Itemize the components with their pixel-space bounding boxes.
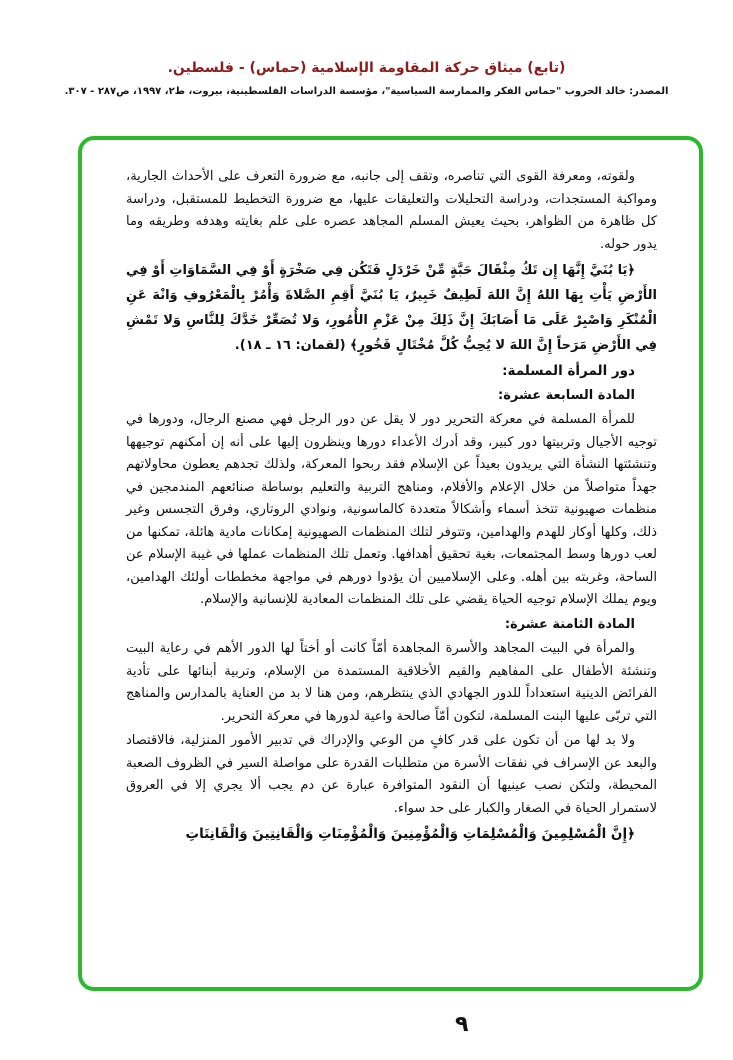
section-heading-women-role: دور المرأة المسلمة: [502, 363, 635, 379]
article-18-paragraph-1: والمرأة في البيت المجاهد والأسرة المجاهدة أمّاً كانت أو أختاً لها الدور الأهم في رعاية البيت وتنشئة الأطفال على المفاهيم والقيم الأخلاقية المستمدة من الإسلام، وتربية أبنائها على تأدية الفرائض الدينية استعداداً للدور الجهادي الذي ينتظرهم، ومن هنا لا بد من العناية بالمدارس والمناهج التي تربّى عليها البنت المسلمة، لتكون أمّاً صالحة واعية لدورها في معركة التحرير. [126, 641, 657, 724]
document-title: (تابع) ميثاق حركة المقاومة الإسلامية (حماس) - فلسطين. [167, 60, 566, 76]
content-green-frame [78, 136, 703, 991]
source-citation: المصدر: خالد الحروب "حماس الفكر والممارسة السياسية"، مؤسسة الدراسات الفلسطينية، بيروت، ط٢، ١٩٩٧، ص٢٨٧ - ٣٠٧. [64, 86, 669, 97]
document-body [126, 166, 657, 847]
article-18-heading: المادة الثامنة عشرة: [504, 616, 635, 632]
quran-verse-luqman: ﴿يَا بُنَيَّ إِنَّهَا إِن تَكُ مِثْقَالَ حَبَّةٍ مِّنْ خَرْدَلٍ فَتَكُن فِي صَخْرَةٍ أَوْ فِي السَّمَاوَاتِ أَوْ فِي الأَرْضِ يَأْتِ بِهَا اللهُ إِنَّ اللهَ لَطِيفٌ خَبِيرٌ، يَا بُنَيَّ أَقِمِ الصَّلاةَ وَأْمُرْ بِالْمَعْرُوفِ وَانْهَ عَنِ الْمُنْكَرِ وَاصْبِرْ عَلَى مَا أَصَابَكَ إِنَّ ذَلِكَ مِنْ عَزْمِ الأُمُورِ، وَلا تُصَعِّرْ خَدَّكَ لِلنَّاسِ وَلا تَمْشِ فِي الأَرْضِ مَرَحاً إِنَّ اللهَ لا يُحِبُّ كُلَّ مُخْتَالٍ فَخُورٍ﴾ (لقمان: ١٦ ـ ١٨). [126, 263, 657, 353]
page-header [0, 60, 733, 97]
quran-verse-muslimin: ﴿إِنَّ الْمُسْلِمِينَ وَالْمُسْلِمَاتِ وَالْمُؤْمِنِينَ وَالْمُؤْمِنَاتِ وَالْقَانِتِينَ وَالْقَانِتَاتِ [185, 826, 635, 842]
article-17-paragraph: للمرأة المسلمة في معركة التحرير دور لا يقل عن دور الرجل فهي مصنع الرجال، ودورها في توجيه الأجيال وتربيتها دور كبير، وقد أدرك الأعداء دورها وينظرون إليها على أنه إن أمكنهم توجيهها وتنشئتها النشأة التي يريدون بعيداً عن الإسلام فقد ربحوا المعركة، ولذلك تجدهم يعطون محاولاتهم جهداً متواصلاً من خلال الإعلام والأفلام، ومناهج التربية والتعليم بوساطة صنائعهم المندمجين في منظمات صهيونية تتخذ أسماء وأشكالاً متعددة كالماسونية، ونوادي الروتاري، وفرق التجسس وغير ذلك، وكلها أوكار للهدم والهدامين، وتتوفر لتلك المنظمات الصهيونية إمكانات مادية هائلة، تمكنها من لعب دورها وسط المجتمعات، بغية تحقيق أهدافها. وتعمل تلك المنظمات عملها في غيبة الإسلام عن الساحة، وغربته بين أهله. وعلى الإسلاميين أن يؤدوا دورهم في مواجهة مخططات أولئك الهدامين، ويوم يملك الإسلام توجيه الحياة يقضي على تلك المنظمات المعادية للإنسانية والإسلام. [126, 412, 657, 607]
article-18-paragraph-2: ولا بد لها من أن تكون على قدر كافٍ من الوعي والإدراك في تدبير الأمور المنزلية، فالاقتصاد والبعد عن الإسراف في نفقات الأسرة من متطلبات القدرة على مواصلة السير في الظروف الصعبة المحيطة، ولتكن نصب عينيها أن النقود المتوافرة عبارة عن دم يجب ألا يجري إلا في العروق لاستمرار الحياة في الصغار والكبار على حد سواء. [126, 733, 657, 816]
article-17-heading: المادة السابعة عشرة: [498, 387, 635, 403]
page-number: ٩ [455, 1012, 469, 1037]
paragraph-intro: ولقوته، ومعرفة القوى التي تناصره، وتقف إلى جانبه، مع ضرورة التعرف على الأحداث الجارية، ومواكبة المستجدات، ودراسة التحليلات والتعليقات عليها، مع ضرورة التخطيط للمستقبل، ودراسة كل ظاهرة من الظواهر، بحيث يعيش المسلم المجاهد عصره على علم بغايته وهدفه وطريقه وما يدور حوله. [126, 169, 657, 252]
